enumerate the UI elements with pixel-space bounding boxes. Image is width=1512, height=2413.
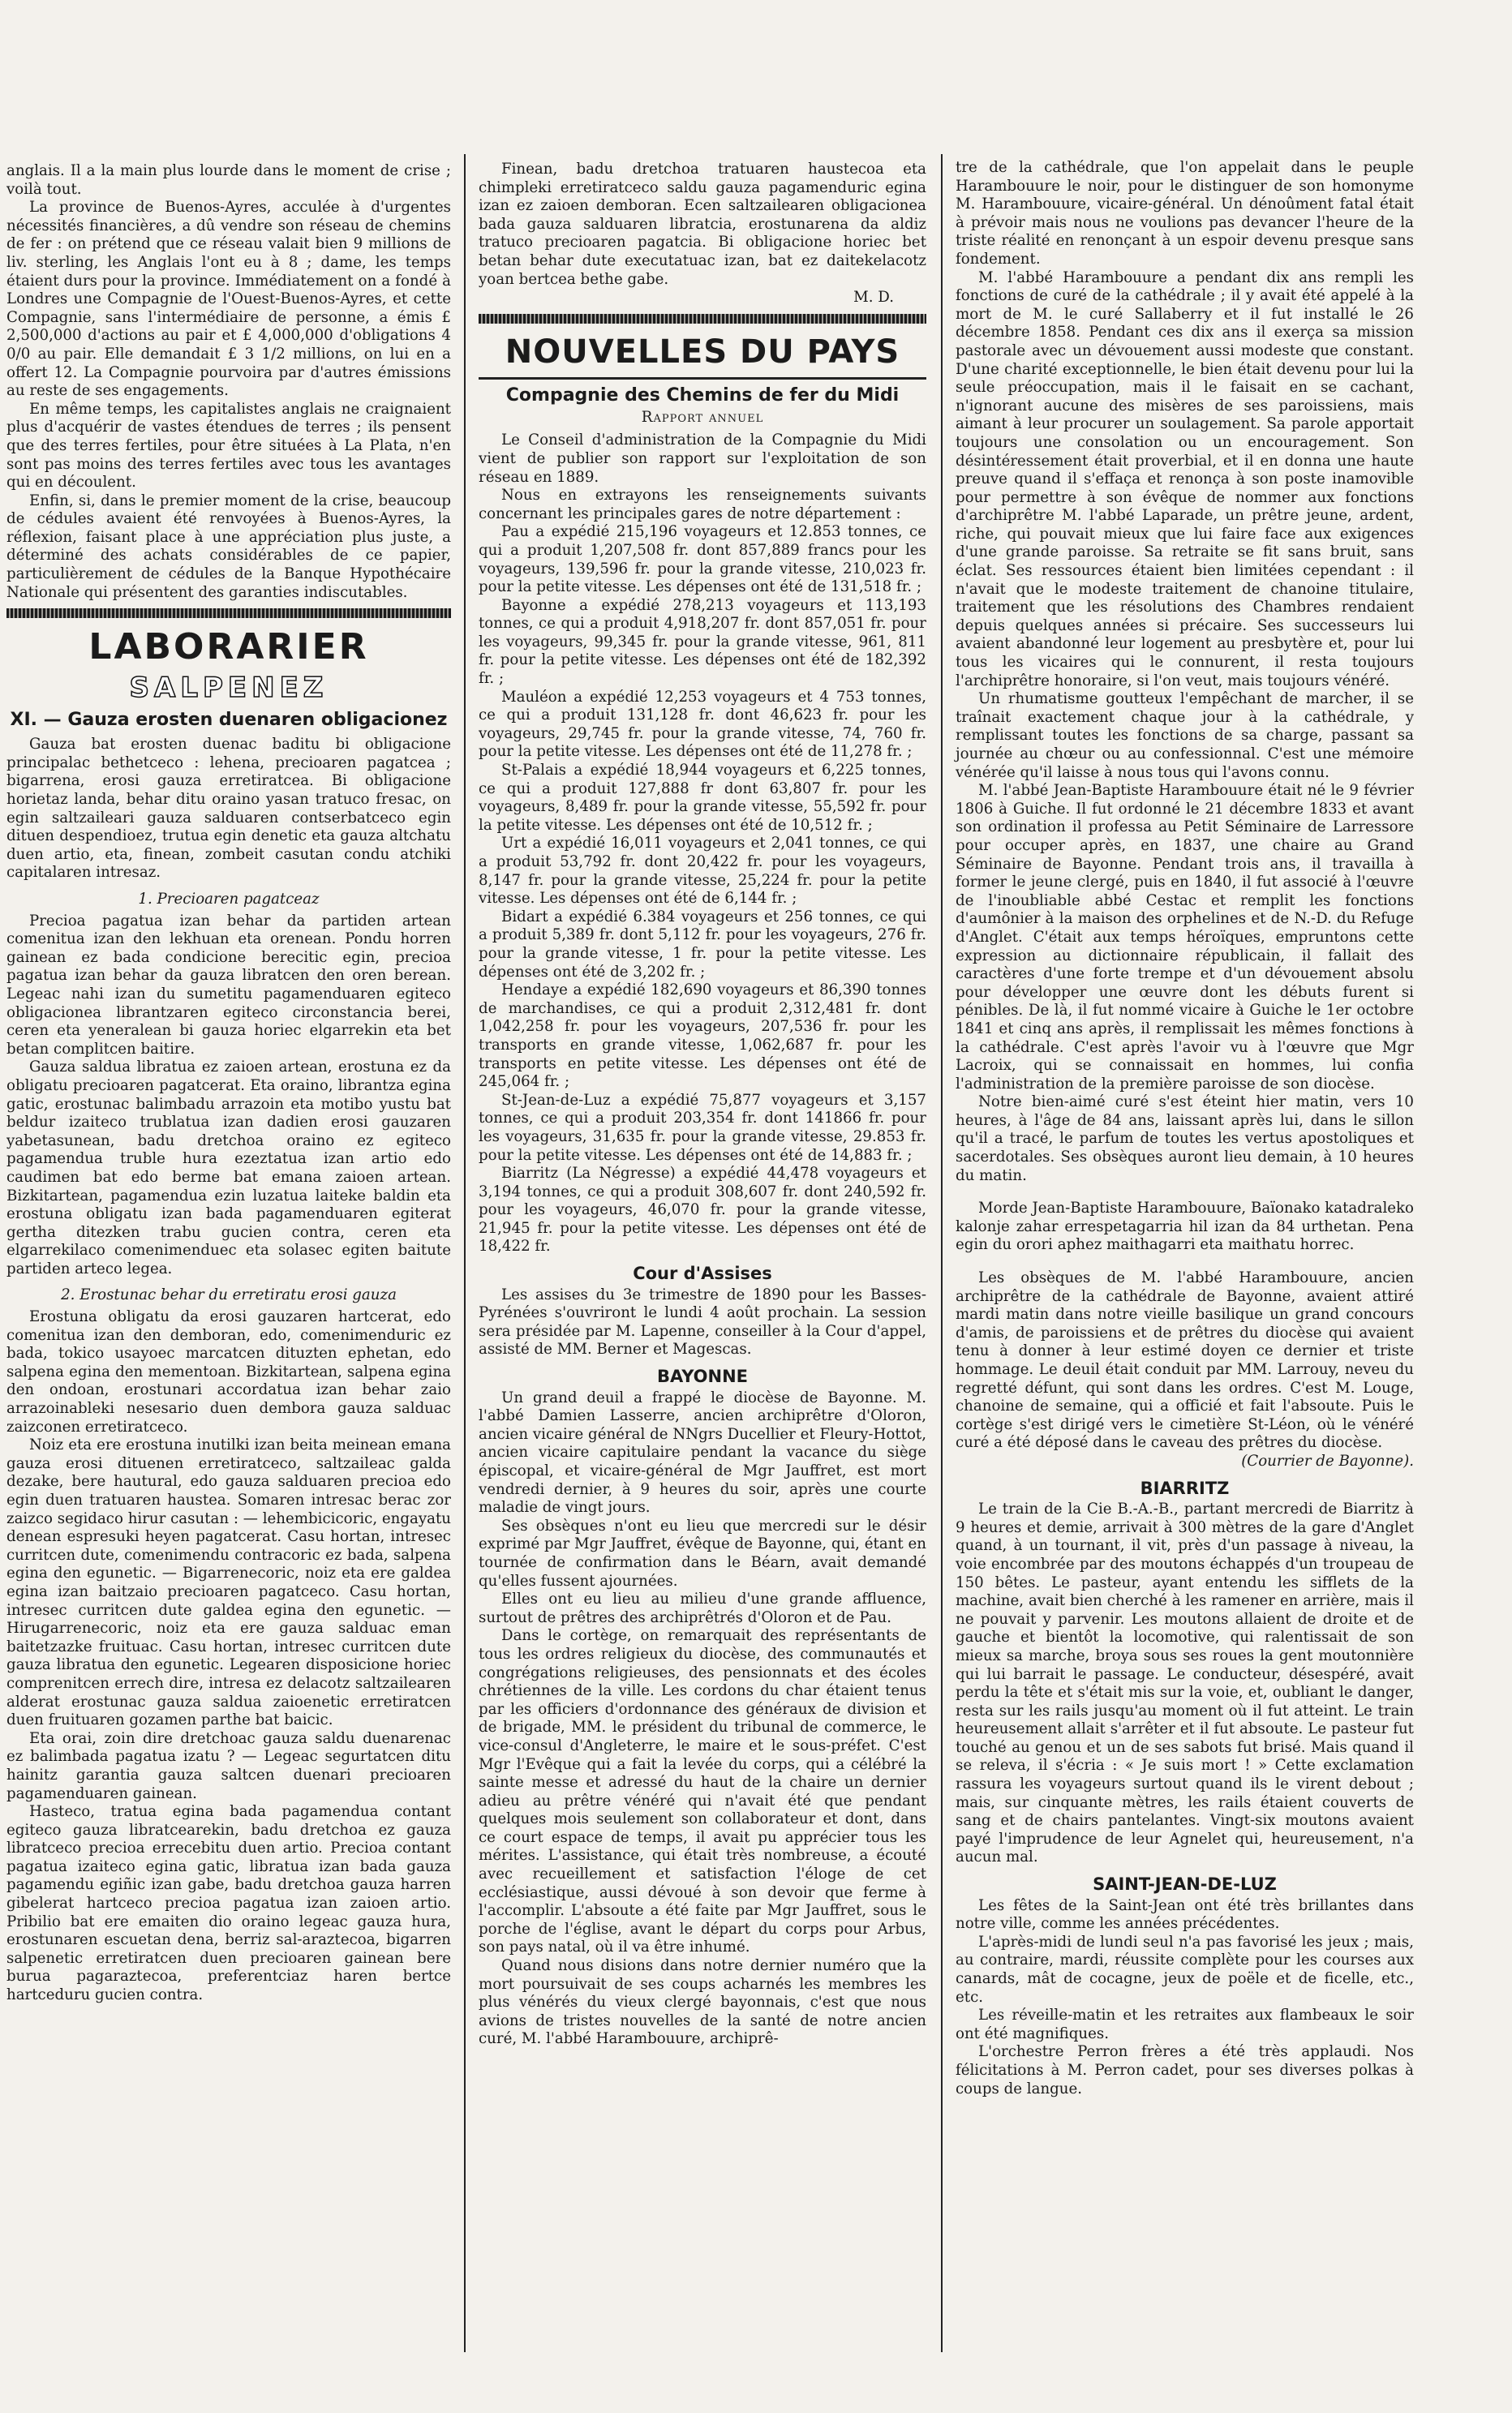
section-heading: XI. — Gauza erosten duenaren obligacionez [10, 710, 448, 731]
salpenez-subtitle: SALPENEZ [129, 672, 329, 705]
paragraph: Nous en extrayons les renseignements suivants concernant les principales gares de notre département : [479, 487, 926, 522]
paragraph: St-Jean-de-Luz a expédié 75,877 voyageurs et 3,157 tonnes, ce qui a produit 203,354 fr. dont 141866 fr. pour les voyageurs, 31,635 fr. pour la grande vitesse, 29.853 fr. pour la petite vitesse. Les dépenses ont été de 14,883 fr. ; [479, 1091, 926, 1164]
column-2 [479, 161, 926, 2049]
paragraph: Elles ont eu lieu au milieu d'une grande affluence, surtout de prêtres des archiprêtrés d'Oloron et de Pau. [479, 1591, 926, 1626]
paragraph: Le train de la Cie B.-A.-B., partant mercredi de Biarritz à 9 heures et demie, arrivait à 300 mètres de la gare d'Anglet quand, à un tournant, il vit, près d'un passage à niveau, la voie encombrée par des moutons échappés d'un troupeau de 150 bêtes. Le pasteur, ayant entendu les sifflets de la machine, avait bien cherché à les ramener en arrière, mais il ne pouvait y parvenir. Les moutons allaient de droite et de gauche et bientôt la locomotive, qui ralentissait de son mieux sa marche, broya sous ses roues la gent moutonnière qui lui barrait le passage. Le conducteur, désespéré, avait perdu la tête et s'était mis sur la voie, et, oubliant le danger, resta sur les rails jusqu'au moment où il fut atteint. Le train heureusement allait s'arrêter et il fut absoute. Le pasteur fut touché au genou et un de ses sabots fut brisé. Mais quand il se releva, il s'écria : « Je suis mort ! » Cette exclamation rassura les voyageurs surtout quand ils le virent debout ; mais, sur cinquante mètres, les rails étaient couverts de sang et de chairs pantelantes. Vingt-six moutons avaient payé l'imprudence de leur Agnelet qui, heureusement, n'a aucun mal. [956, 1501, 1414, 1866]
paragraph: M. l'abbé Harambouure a pendant dix ans rempli les fonctions de curé de la cathédrale ; il y avait été appelé à la mort de M. le curé Sallaberry et il fut installé le 26 décembre 1858. Pendant ces dix ans il exerça sa mission pastorale avec un dévouement aussi modeste que constant. D'une charité exceptionnelle, le bien était devenu pour lui la seule préoccupation, mais il le faisait en se cachant, n'ignorant aucune des misères de ses paroissiens, mais aimant à leur procurer un soulagement. Sa parole apportait toujours une consolation ou un encouragement. Son désintéressement était proverbial, et il en donna une haute preuve quand il s'effaça et renonça à son poste inamovible pour permettre à son évêque de nommer aux fonctions d'archiprêtre M. l'abbé Laparade, un prêtre jeune, ardent, riche, qui pouvait mieux que lui faire face aux exigences d'une grande paroisse. Sa retraite se fit sans bruit, sans éclat. Ses ressources étaient bien limitées cependant : il n'avait que le modeste traitement de chanoine titulaire, traitement que les résolutions des Chambres rendaient depuis quelques années si précaire. Ses successeurs lui avaient abandonné leur logement au presbytère et, pour lui tous les vicaires qui le connurent, il resta toujours l'archiprêtre honoraire, si l'on veut, mais toujours vénéré. [956, 268, 1414, 689]
paragraph: Bayonne a expédié 278,213 voyageurs et 113,193 tonnes, ce qui a produit 4,918,207 fr. dont 857,051 fr. pour les voyageurs, 99,345 fr. pour la grande vitesse, 961, 811 fr. pour la petite vitesse. Les dépenses ont été de 182,392 fr. ; [479, 596, 926, 688]
section-divider [479, 314, 926, 324]
paragraph: Les fêtes de la Saint-Jean ont été très brillantes dans notre ville, comme les années précédentes. [956, 1896, 1414, 1933]
paragraph: Erostuna obligatu da erosi gauzaren hartcerat, edo comenitua izan den demboran, edo, comenimenduric ez bada, tokico usayoec marcatcen dituzten ephetan, edo salpena egina den mementoan. Bizkitartean, salpena egina den ondoan, erostunari accordatua izan behar zaio arrazoinableki nesesario duen dembora gauza salduac zaizconen erretiratceco. [6, 1308, 451, 1436]
column-rule-right [941, 154, 943, 2352]
paragraph: Hendaye a expédié 182,690 voyageurs et 86,390 tonnes de marchandises, ce qui a produit 2,312,481 fr. dont 1,042,258 fr. pour les voyageurs, 207,536 fr. pour les transports en grande vitesse, 1,062,687 fr. pour les transports en petite vitesse. Les dépenses ont été de 245,064 fr. ; [479, 981, 926, 1091]
paragraph: Les assises du 3e trimestre de 1890 pour les Basses-Pyrénées s'ouvriront le lundi 4 août prochain. La session sera présidée par M. Lapenne, conseiller à la Cour d'appel, assisté de MM. Berner et Magescas. [479, 1286, 926, 1359]
paragraph: L'orchestre Perron frères a été très applaudi. Nos félicitations à M. Perron cadet, pour ses diverses polkas à coups de langue. [956, 2043, 1414, 2097]
paragraph: Hasteco, tratua egina bada pagamendua contant egiteco gauza libratcearekin, badu dretchoa ez gauza libratceco precioa errecebitu duen artio. Precioa contant pagatua izaiteco egina gatic, libratua izan bada gauza pagamendu egiñic izan gabe, badu dretchoa gauza harren gibelerat hartceco precioa pagatua izan zaioen artio. Pribilio bat ere emaiten dio oraino legeac gauza hura, erostunaren escuetan dena, berriz sal-araztecoa, bigarren salpenetic erretiratcen duen precioaren gainean bere burua pagaraztecoa, preferentciaz haren bertce hartceduru gucien contra. [6, 1803, 451, 2004]
column-3 [956, 159, 1414, 2098]
heading-rule [479, 377, 926, 380]
paragraph: En même temps, les capitalistes anglais ne craignaient plus d'acquérir de vastes étendues de terres ; ils pensent que des terres fertiles, pour être situées à La Plata, n'en sont pas moins des terres fertiles avec tous les avantages qui en découlent. [6, 400, 451, 492]
paragraph: Urt a expédié 16,011 voyageurs et 2,041 tonnes, ce qui a produit 53,792 fr. dont 20,422 fr. pour les voyageurs, 8,147 fr. pour la grande vitesse, 25,224 fr. pour la petite vitesse. Les dépenses ont été de 6,144 fr. ; [479, 835, 926, 908]
section-divider [6, 608, 451, 618]
rapport-heading: Rapport annuel [641, 408, 764, 426]
cour-assises-heading: Cour d'Assises [633, 1264, 772, 1284]
biarritz-heading: BIARRITZ [1140, 1478, 1230, 1498]
paragraph: Les réveille-matin et les retraites aux flambeaux le soir ont été magnifiques. [956, 2007, 1414, 2042]
paragraph: Enfin, si, dans le premier moment de la crise, beaucoup de cédules avaient été renvoyées à Buenos-Ayres, la réflexion, faisant place à une appréciation plus juste, a déterminé des achats considérables de ce papier, particulièrement de cédules de la Banque Hypothécaire Nationale qui présentent des garanties indiscutables. [6, 492, 451, 601]
paragraph: M. l'abbé Jean-Baptiste Harambouure était né le 9 février 1806 à Guiche. Il fut ordonné le 21 décembre 1833 et avant son ordination il professa au Petit Séminaire de Larressore pour occuper après, en 1837, une chaire au Grand Séminaire de Bayonne. Pendant trois ans, il travailla à former le jeune clergé, puis en 1840, il fut associé à l'œuvre de l'inoubliable abbé Cestac et remplit les fonctions d'aumônier à la maison des orphelines et de N.-D. du Refuge d'Anglet. C'était aux temps héroïques, empruntons cette expression au dictionnaire républicain, il fallait des caractères d'une forte trempe et d'un dévouement absolu pour développer une œuvre dont les débuts furent si pénibles. De là, il fut nommé vicaire à Guiche le 1er octobre 1841 et cinq ans après, il remplissait les mêmes fonctions à la cathédrale. C'est après l'avoir vu à l'œuvre que Mgr Lacroix, qui se connaissait en hommes, lui confia l'administration de la première paroisse de son diocèse. [956, 782, 1414, 1093]
paragraph: Mauléon a expédié 12,253 voyageurs et 4 753 tonnes, ce qui a produit 131,128 fr. dont 46,623 fr. pour les voyageurs, 29,745 fr. pour la grande vitesse, 74, 760 fr. pour la petite vitesse. Les dépenses ont été de 11,278 fr. ; [479, 688, 926, 761]
basque-notice: Morde Jean-Baptiste Harambouure, Baïonako katadraleko kalonje zahar errespetagarria hil izan da 84 urthetan. Pena egin du orori aphez maithagarri eta maithatu horrec. [956, 1200, 1414, 1254]
paragraph: Bidart a expédié 6.384 voyageurs et 256 tonnes, ce qui a produit 5,389 fr. dont 5,112 fr. pour les voyageurs, 276 fr. pour la grande vitesse, 1 fr. pour la petite vitesse. Les dépenses ont été de 3,202 fr. ; [479, 908, 926, 981]
subsection-heading: 1. Precioaren pagatceaz [138, 891, 320, 908]
paragraph: Ses obsèques n'ont eu lieu que mercredi sur le désir exprimé par Mgr Jauffret, évêque de Bayonne, qui, étant en tournée de confirmation dans le Béarn, avait demandé qu'elles fussent ajournées. [479, 1517, 926, 1590]
paragraph: Quand nous disions dans notre dernier numéro que la mort poursuivait de ses coups acharnés les membres les plus vénérés du vieux clergé bayonnais, c'est que nous avions de tristes nouvelles de la santé de notre ancien curé, M. l'abbé Harambouure, archiprê- [479, 1957, 926, 2048]
paragraph: Finean, badu dretchoa tratuaren haustecoa eta chimpleki erretiratceco saldu gauza pagamenduric egina izan ez zaioen demboran. Ecen saltzailearen obligacionea bada gauza salduaren libratcia, erostunarena da aldiz tratuco precioaren pagatcia. Bi obligacione horiec bet betan behar dute executatuac izan, bat ez daitekelacotz yoan bertcea bethe gabe. [479, 161, 926, 288]
signature: M. D. [853, 289, 894, 307]
paragraph: Pau a expédié 215,196 voyageurs et 12.853 tonnes, ce qui a produit 1,207,508 fr. dont 857,889 francs pour les voyageurs, 139,596 fr. pour la grande vitesse, 210,023 fr. pour la petite vitesse. Les dépenses ont été de 131,518 fr. ; [479, 523, 926, 596]
paragraph: Eta orai, zoin dire dretchoac gauza saldu duenarenac ez balimbada pagatua izatu ? — Legeac segurtatcen ditu hainitz garantia gauza saltcen duenari precioaren pagamenduaren gainean. [6, 1729, 451, 1802]
paragraph: Dans le cortège, on remarquait des représentants de tous les ordres religieux du diocèse, des communautés et congrégations religieuses, des pensionnats et des écoles chrétiennes de la ville. Les cordons du char étaient tenus par les officiers d'ordonnance des généraux de division et de brigade, MM. le président du tribunal de commerce, le vice-consul d'Angleterre, le maire et le sous-préfet. C'est Mgr l'Evêque qui a fait la levée du corps, qui a célébré la sainte messe et adressé du haut de la chaire un dernier adieu au prêtre vénéré qui n'avait été que pendant quelques mois seulement son collaborateur et dont, dans ce court espace de temps, il avait pu apprécier tous les mérites. L'assistance, qui était très nombreuse, a écouté avec recueillement et satisfaction l'éloge de cet ecclésiastique, aussi dévoué à son devoir que ferme à l'accomplir. L'absoute a été faite par Mgr Jauffret, sous le porche de l'église, avant le départ du corps pour Arbus, son pays natal, où il va être inhumé. [479, 1627, 926, 1956]
paragraph: Un grand deuil a frappé le diocèse de Bayonne. M. l'abbé Damien Lasserre, ancien archiprêtre d'Oloron, ancien vicaire général de NNgrs Ducellier et Fleury-Hottot, ancien vicaire capitulaire pendant la vacance du siège épiscopal, et vicaire-général de Mgr Jauffret, est mort vendredi dernier, à 9 heures du soir, après une courte maladie de vingt jours. [479, 1389, 926, 1517]
compagnie-heading: Compagnie des Chemins de fer du Midi [505, 384, 900, 406]
laborarier-title: LABORARIER [88, 626, 369, 668]
source-credit: (Courrier de Bayonne). [1241, 1452, 1414, 1470]
nouvelles-du-pays-heading: NOUVELLES DU PAYS [505, 333, 900, 371]
paragraph: Gauza bat erosten duenac baditu bi obligacione principalac bethetceco : lehena, precioaren pagatcea ; bigarrena, erosi gauza erretiratcea. Bi obligacione horietaz landa, behar ditu oraino yasan tratuco fresac, on egin saltzaileari gauza salduaren contserbatceco egin dituen despendioez, trutua egin denetic eta gauza altchatu duen artio, eta, finean, zombeit casutan condu atchiki capitalaren intresaz. [6, 736, 451, 882]
paragraph: Biarritz (La Négresse) a expédié 44,478 voyageurs et 3,194 tonnes, ce qui a produit 308,607 fr. dont 240,592 fr. pour les voyageurs, 46,070 fr. pour la grande vitesse, 21,945 fr. pour la petite vitesse. Les dépenses ont été de 18,422 fr. [479, 1165, 926, 1256]
paragraph: St-Palais a expédié 18,944 voyageurs et 6,225 tonnes, ce qui a produit 127,888 fr dont 63,807 fr. pour les voyageurs, 8,489 fr. pour la grande vitesse, 55,592 fr. pour la petite vitesse. Les dépenses ont été de 10,512 fr. ; [479, 762, 926, 834]
paragraph: anglais. Il a la main plus lourde dans le moment de crise ; voilà tout. [6, 162, 451, 198]
subsection-heading: 2. Erostunac behar du erretiratu erosi gauza [61, 1286, 397, 1304]
paragraph: tre de la cathédrale, que l'on appelait dans le peuple Harambouure le noir, pour le distinguer de son homonyme M. Harambouure, vicaire-général. Un dénoûment fatal était à prévoir mais nous ne voulions pas devancer l'heure de la triste réalité en renonçant à un espoir devenu presque sans fondement. [956, 159, 1414, 268]
saint-jean-de-luz-heading: SAINT-JEAN-DE-LUZ [1093, 1874, 1277, 1895]
paragraph: Les obsèques de M. l'abbé Harambouure, ancien archiprêtre de la cathédrale de Bayonne, avaient attiré mardi matin dans notre vieille basilique un grand concours d'amis, de paroissiens et de prêtres du diocèse qui avaient tenu à donner à leur estimé doyen ce dernier et triste hommage. Le deuil était conduit par MM. Larrouy, neveu du regretté défunt, qui sont dans les ordres. C'est M. Louge, chanoine de semaine, qui a officié et fait l'absoute. Puis le cortège s'est dirigé vers le cimetière St-Léon, où le vénéré curé a été déposé dans le caveau des prêtres du diocèse. [956, 1269, 1414, 1452]
column-1 [6, 162, 451, 2005]
paragraph: Un rhumatisme goutteux l'empêchant de marcher, il se traînait exactement chaque jour à la cathédrale, y remplissant toutes les fonctions de sa charge, passant sa journée au chœur ou au confessionnal. C'est une mémoire vénérée qu'il laisse à nous tous qui l'avons connu. [956, 690, 1414, 781]
column-rule-left [464, 154, 466, 2352]
intro-article [6, 162, 451, 602]
paragraph: Notre bien-aimé curé s'est éteint hier matin, vers 10 heures, à l'âge de 84 ans, laissant après lui, dans le sillon qu'il a tracé, le parfum de toutes les vertus apostoliques et sacerdotales. Ses obsèques auront lieu demain, à 10 heures du matin. [956, 1093, 1414, 1184]
paragraph: Le Conseil d'administration de la Compagnie du Midi vient de publier son rapport sur l'exploitation de son réseau en 1889. [479, 432, 926, 486]
paragraph: L'après-midi de lundi seul n'a pas favorisé les jeux ; mais, au contraire, mardi, réussite complète pour les courses aux canards, mât de cocagne, jeux de poële et de ficelle, etc., etc. [956, 1933, 1414, 2006]
paragraph: La province de Buenos-Ayres, acculée à d'urgentes nécessités financières, a dû vendre son réseau de chemins de fer : on prétend que ce réseau valait bien 9 millions de liv. sterling, les Anglais l'ont eu à 8 ; dame, les temps étaient durs pour la province. Immédiatement on a fondé à Londres une Compagnie de l'Ouest-Buenos-Ayres, et cette Compagnie, sans l'intermédiaire de personne, a émis £ 2,500,000 d'actions au pair et £ 4,000,000 d'obligations 4 0/0 au pair. Elle demandait £ 3 1/2 millions, on lui en a offert 12. La Compagnie pourvoira par d'autres émissions au reste de ses engagements. [6, 199, 451, 400]
paragraph: Gauza saldua libratua ez zaioen artean, erostuna ez da obligatu precioaren pagatcerat. Eta oraino, librantza egina gatic, erostunac balimbadu arrazoin eta motibo yustu bat beldur izaiteco trublatua izan dadien erosi gauzaren yabetasunean, badu dretchoa oraino ez egiteco pagamendua truble hura ezeztatua izan artio edo caudimen bat edo berme bat emana zaioen artean. Bizkitartean, pagamendua ezin luzatua laiteke baldin eta erostuna obligatu izan bada pagamenduaren egiterat gertha ditezken trabu gucien contra, ceren eta elgarrekilaco comenimenduec eta solasec egiten baitute partiden arteco legea. [6, 1058, 451, 1277]
paragraph: Noiz eta ere erostuna inutilki izan beita meinean emana gauza erosi dituenen erretiratceco, saltzaileac galda dezake, bere hautural, edo gauza salduaren precioa edo egin duen tratuaren haustea. Somaren intresac berac zor zaizco segidaco hirur casutan : — lehembicicoric, engayatu denean espresuki heyen pagatcerat. Casu hortan, intresec curritcen dute, comenimendu contracoric ez bada, salpena egina den egunetic. — Bigarrenecoric, noiz eta ere galdea egina izan baitzaio precioaren pagatceco. Casu hortan, intresec curritcen dute galdea egina den egunetic. — Hirugarrenecoric, noiz eta ere gauza salduac eman baitetzazke fruituac. Casu hortan, intresec curritcen dute gauza libratua den egunetic. Legearen disposicione horiec comprenitcen errech dire, intresa ez delacotz saltzailearen alderat erostunac gauza saldua zaioenetic erretiratcen duen fruituaren gozamen parthe bat baicic. [6, 1436, 451, 1729]
bayonne-heading: BAYONNE [656, 1367, 749, 1387]
paragraph: Precioa pagatua izan behar da partiden artean comenitua izan den lekhuan eta orenean. Pondu horren gainean ez bada condicione berecitic egin, precioa pagatua izan behar da gauza libratcen den oren berean. Legeac nahi izan du sumetitu pagamenduaren egiteco obligacionea librantzaren egiteco circonstancia berei, ceren eta yeneralean bi gauza horiec elgarrekin eta bet betan complitcen baitire. [6, 912, 451, 1058]
